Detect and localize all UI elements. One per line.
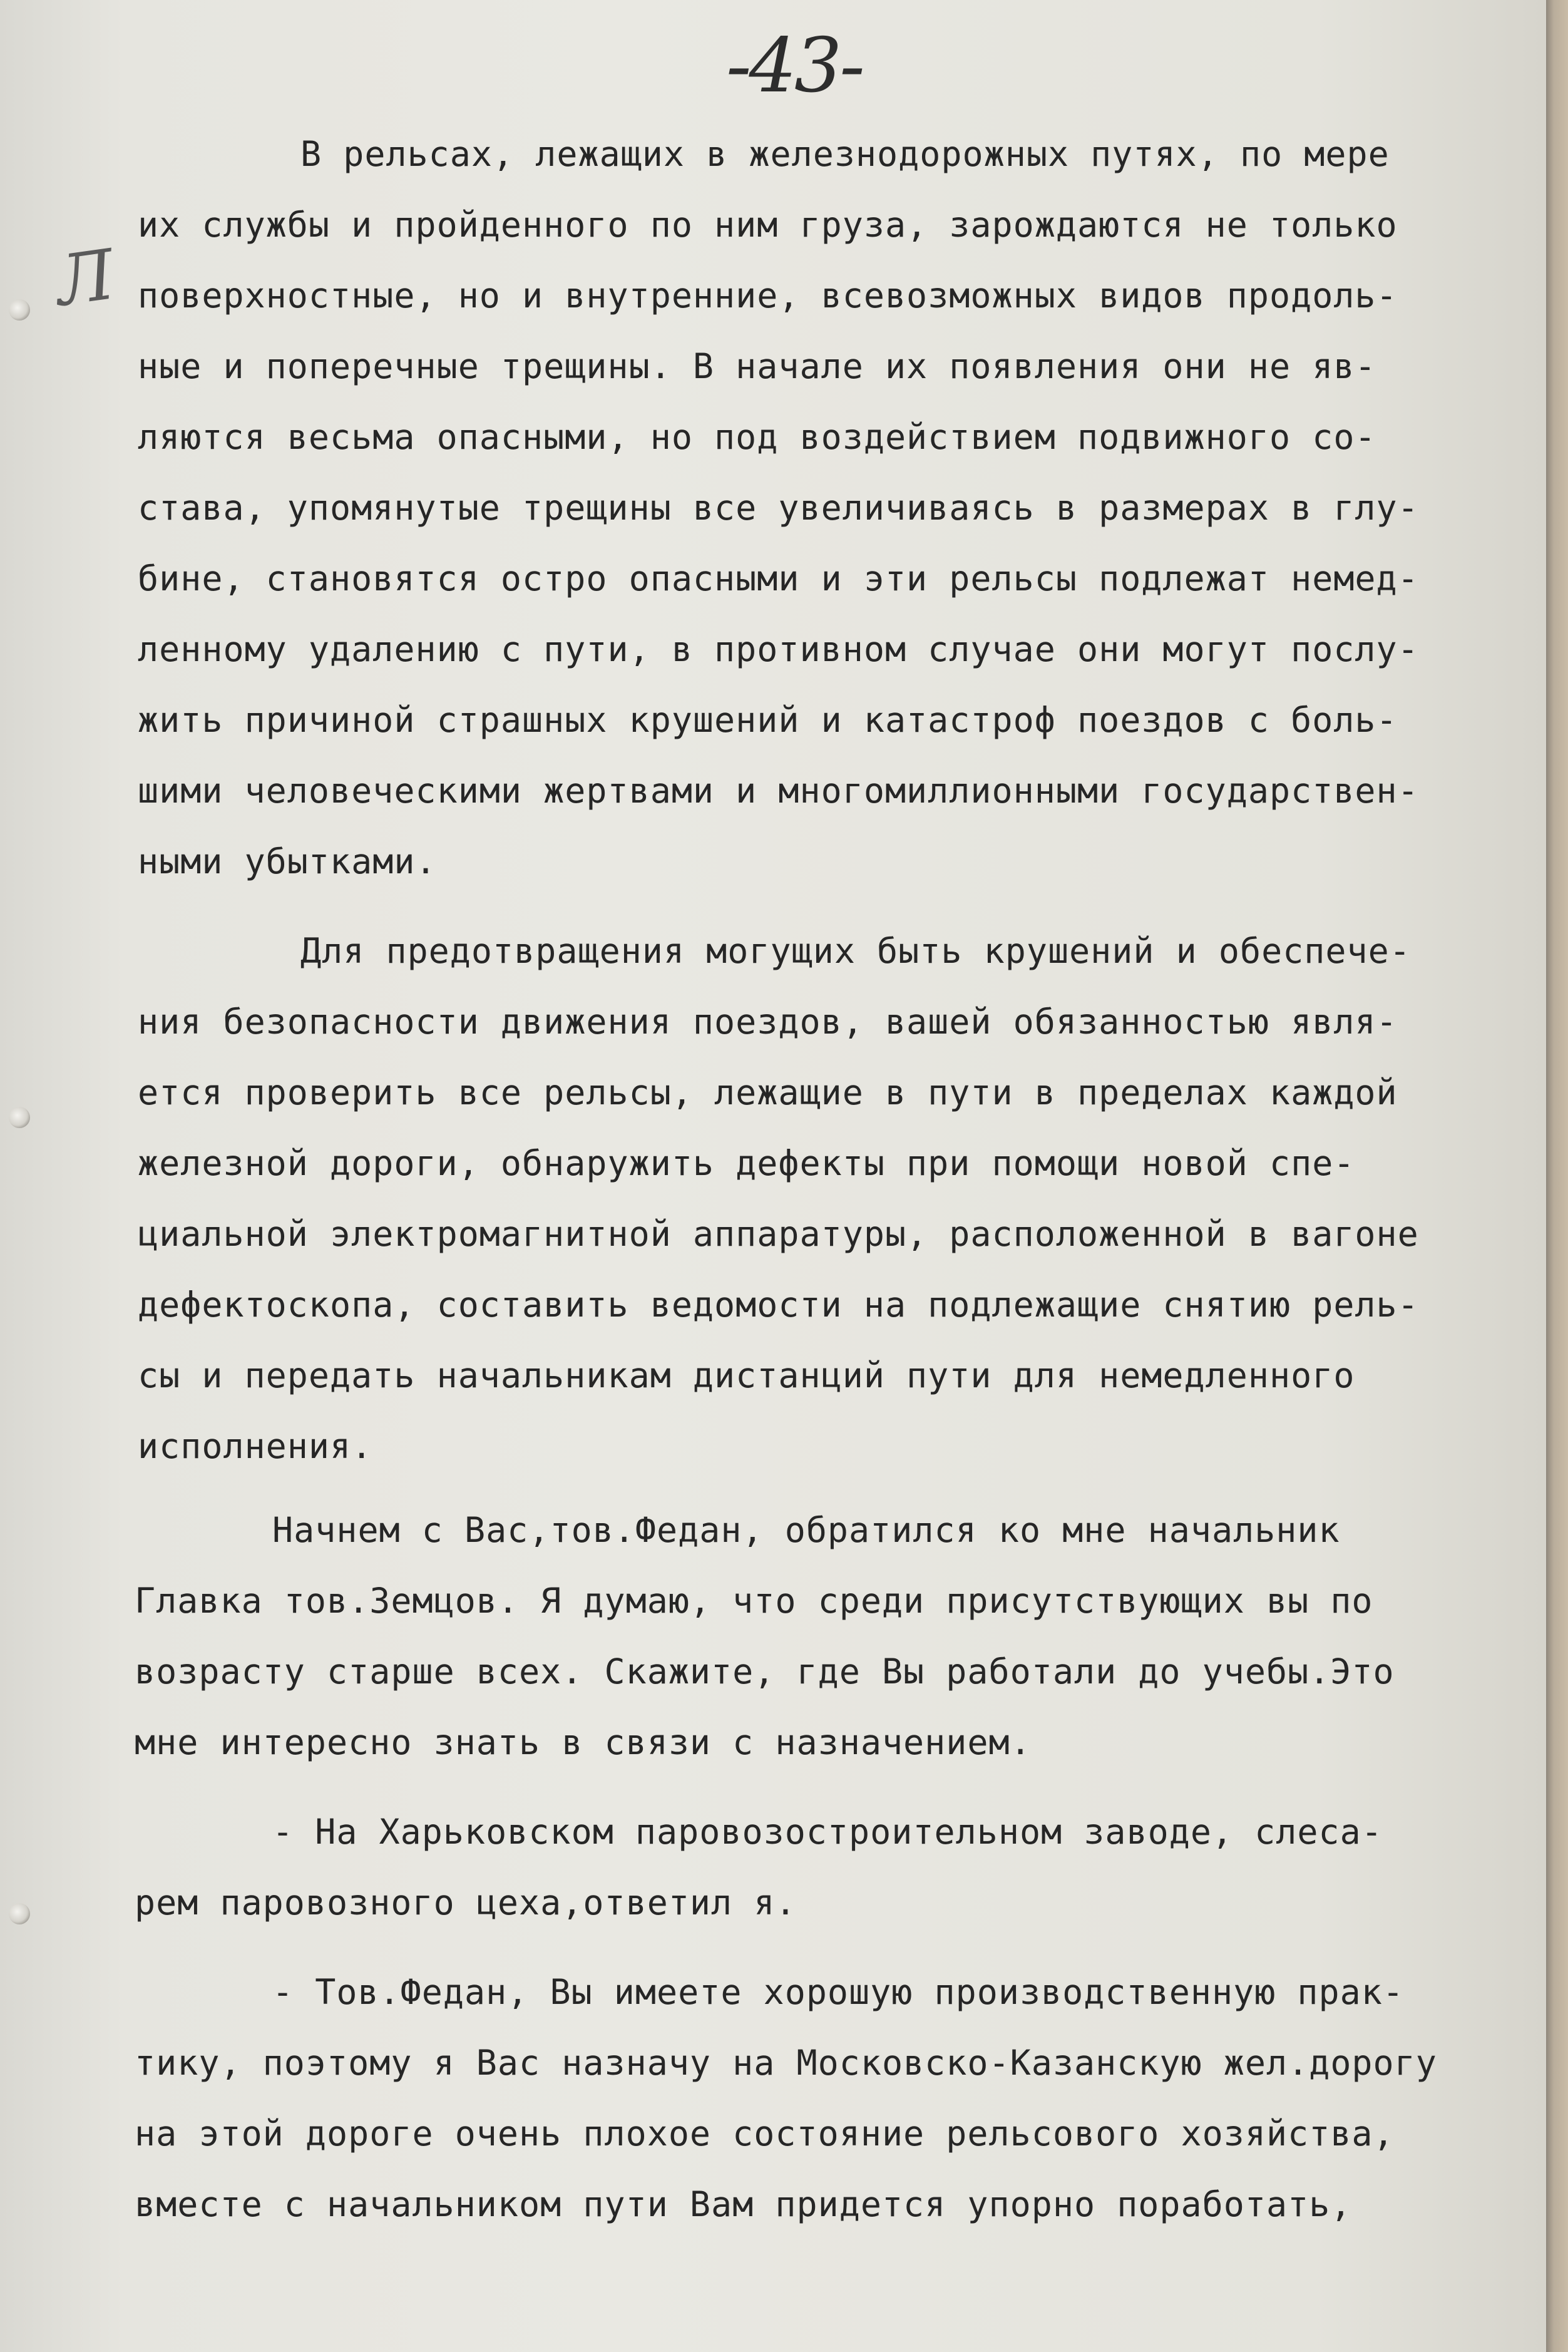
text-line: ется проверить все рельсы, лежащие в пути в пределах каждой — [138, 1072, 1398, 1112]
text-line: Для предотвращения могущих быть крушений и обеспече- — [300, 931, 1411, 971]
text-line: жить причиной страшных крушений и катастроф поездов с боль- — [138, 700, 1398, 740]
text-line: ные и поперечные трещины. В начале их появления они не яв- — [138, 346, 1376, 386]
text-line: - Тов.Федан, Вы имеете хорошую производственную прак- — [272, 1972, 1404, 2012]
text-line: ляются весьма опасными, но под воздействием подвижного со- — [138, 417, 1376, 457]
text-line: их службы и пройденного по ним груза, зарождаются не только — [138, 205, 1398, 245]
text-line: исполнения. — [138, 1426, 373, 1466]
text-line: шими человеческими жертвами и многомиллионными государствен- — [138, 771, 1419, 811]
text-line: бине, становятся остро опасными и эти рельсы подлежат немед- — [138, 558, 1419, 598]
margin-annotation: Л — [51, 234, 120, 322]
text-line: ными убытками. — [138, 841, 437, 881]
page-number: -43- — [726, 23, 863, 110]
text-line: поверхностные, но и внутренние, всевозможных видов продоль- — [138, 275, 1398, 316]
text-line: В рельсах, лежащих в железнодорожных путях, по мере — [300, 134, 1390, 174]
text-line: рем паровозного цеха,ответил я. — [135, 1882, 797, 1923]
text-line: - На Харьковском паровозостроительном заводе, слеса- — [272, 1812, 1383, 1852]
punch-hole — [9, 1107, 30, 1128]
text-line: ленному удалению с пути, в противном случае они могут послу- — [138, 629, 1419, 669]
typed-text-body — [138, 119, 1540, 1501]
text-line: вместе с начальником пути Вам придется упорно поработать, — [135, 2184, 1352, 2224]
text-line: дефектоскопа, составить ведомости на подлежащие снятию рель- — [138, 1285, 1419, 1325]
text-line: на этой дороге очень плохое состояние рельсового хозяйства, — [135, 2113, 1395, 2154]
typed-text-dialogue — [135, 1495, 1537, 2240]
text-line: циальной электромагнитной аппаратуры, расположенной в вагоне — [138, 1214, 1419, 1254]
text-line: железной дороги, обнаружить дефекты при помощи новой спе- — [138, 1143, 1355, 1183]
text-line: возрасту старше всех. Скажите, где Вы работали до учебы.Это — [135, 1651, 1395, 1692]
page-edge-shadow — [1546, 0, 1568, 2352]
punch-hole — [9, 1903, 30, 1924]
text-line: тику, поэтому я Вас назначу на Московско-Казанскую жел.дорогу — [135, 2043, 1437, 2083]
text-line: ния безопасности движения поездов, вашей обязанностью явля- — [138, 1002, 1398, 1042]
punch-hole — [9, 299, 30, 321]
text-line: става, упомянутые трещины все увеличиваясь в размерах в глу- — [138, 488, 1419, 528]
text-line: сы и передать начальникам дистанций пути для немедленного — [138, 1355, 1355, 1395]
text-line: Начнем с Вас,тов.Федан, обратился ко мне начальник — [272, 1510, 1340, 1550]
text-line: Главка тов.Земцов. Я думаю, что среди присутствующих вы по — [135, 1581, 1373, 1621]
text-line: мне интересно знать в связи с назначением. — [135, 1722, 1032, 1762]
